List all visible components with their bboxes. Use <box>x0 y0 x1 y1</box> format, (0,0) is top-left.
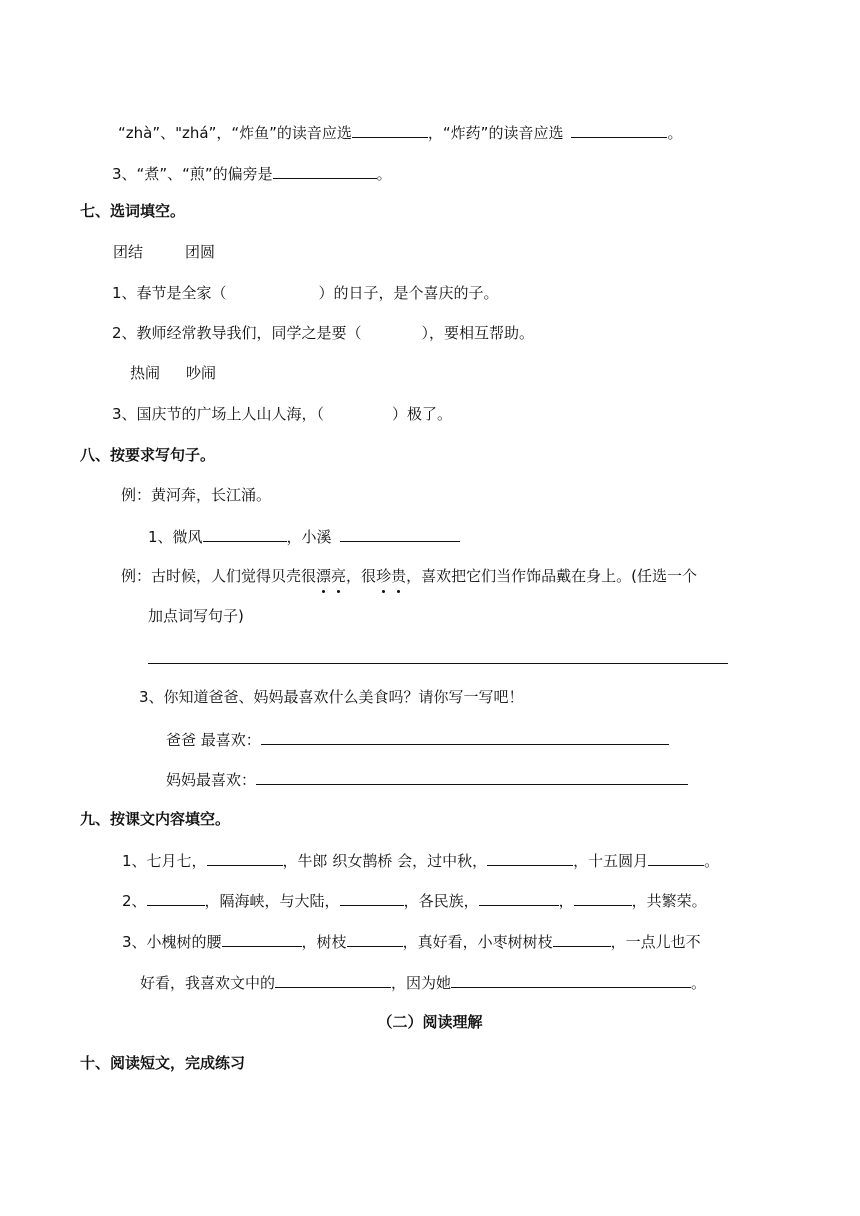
s6-q3-text: 3、“煮”、“煎”的偏旁是 <box>112 165 273 183</box>
s9-q3-blank-1[interactable] <box>222 929 302 947</box>
word-option: 团圆 <box>185 243 216 261</box>
s6-q2-blank-1[interactable] <box>352 120 428 138</box>
s7-word-group-2 <box>130 362 216 384</box>
s6-q3-line: 3、“煮”、“煎”的偏旁是 。 <box>112 161 392 183</box>
dotted-char: 漂 <box>316 567 332 585</box>
s8-example-2-line-2: 加点词写句子) <box>148 607 244 625</box>
word-option: 热闹 <box>130 364 161 382</box>
s6-q2-line: “zhà”、"zhá”，“炸鱼”的读音应选 ，“炸药”的读音应选 。 <box>118 120 682 142</box>
s8-mom-line: 妈妈最喜欢： <box>166 767 688 789</box>
s8-q3-line: 3、你知道爸爸、妈妈最喜欢什么美食吗？请你写一写吧！ <box>139 688 524 706</box>
s9-q3-line: 3、小槐树的腰 ，树枝 ，真好看，小枣树树枝 ，一点儿也不 <box>122 929 701 951</box>
s8-q1-blank-1[interactable] <box>203 524 287 542</box>
dotted-char: 珍 <box>376 567 392 585</box>
s7-q1-line: 1、春节是全家（ ）的日子，是个喜庆的子。 <box>112 284 499 302</box>
s8-example-1: 例：黄河奔，长江涌。 <box>121 486 272 504</box>
s9-q2-line: 2、 ，隔海峡，与大陆， ，各民族， ， ，共繁荣。 <box>122 888 707 910</box>
s9-q1-blank-1[interactable] <box>207 848 283 866</box>
s9-q2-blank-3[interactable] <box>479 888 559 906</box>
s8-q1-blank-2[interactable] <box>340 524 460 542</box>
s9-q1-blank-2[interactable] <box>487 848 573 866</box>
section-8-title: 八、按要求写句子。 <box>80 446 216 464</box>
s9-q3-blank-4[interactable] <box>275 970 391 988</box>
part-2-heading: （二）阅读理解 <box>377 1013 483 1031</box>
s8-q1-line: 1、微风 ，小溪 <box>148 524 460 546</box>
section-9-title: 九、按课文内容填空。 <box>80 810 231 828</box>
s9-q3-line-2: 好看，我喜欢文中的 ，因为她 。 <box>140 970 706 992</box>
word-option: 吵闹 <box>186 364 217 382</box>
section-10-title: 十、阅读短文，完成练习 <box>80 1054 246 1072</box>
s9-q1-line: 1、七月七， ，牛郎 织女鹊桥 会，过中秋， ，十五圆月 。 <box>122 848 719 870</box>
s8-mom-blank[interactable] <box>256 767 688 785</box>
s9-q3-blank-3[interactable] <box>553 929 611 947</box>
s7-q3-line: 3、国庆节的广场上人山人海，（ ）极了。 <box>112 405 453 423</box>
dotted-char: 贵 <box>391 567 407 585</box>
section-7-title: 七、选词填空。 <box>80 202 186 220</box>
s6-q2-blank-2[interactable] <box>571 120 667 138</box>
s6-q3-blank[interactable] <box>273 161 377 179</box>
s8-answer-line[interactable] <box>148 663 728 664</box>
s9-q3-blank-2[interactable] <box>347 929 403 947</box>
word-option: 团结 <box>113 243 144 261</box>
s7-word-group-1 <box>113 241 215 263</box>
s9-q3-blank-5[interactable] <box>451 970 691 988</box>
dotted-char: 亮 <box>331 567 347 585</box>
s8-dad-blank[interactable] <box>261 727 669 745</box>
s8-example-2: 例：古时候，人们觉得贝壳很漂亮，很珍贵，喜欢把它们当作饰品戴在身上。(任选一个 <box>121 567 697 585</box>
s9-q2-blank-4[interactable] <box>574 888 632 906</box>
s9-q2-blank-2[interactable] <box>340 888 404 906</box>
s9-q2-blank-1[interactable] <box>147 888 205 906</box>
s6-q2-text-2: ，“炸药”的读音应选 <box>427 124 564 142</box>
s8-dad-line: 爸爸 最喜欢： <box>166 727 669 749</box>
s7-q2-line: 2、教师经常教导我们，同学之是要（ ），要相互帮助。 <box>112 324 535 342</box>
s9-q1-blank-3[interactable] <box>648 848 704 866</box>
s6-q2-text: “zhà”、"zhá”，“炸鱼”的读音应选 <box>118 124 352 142</box>
